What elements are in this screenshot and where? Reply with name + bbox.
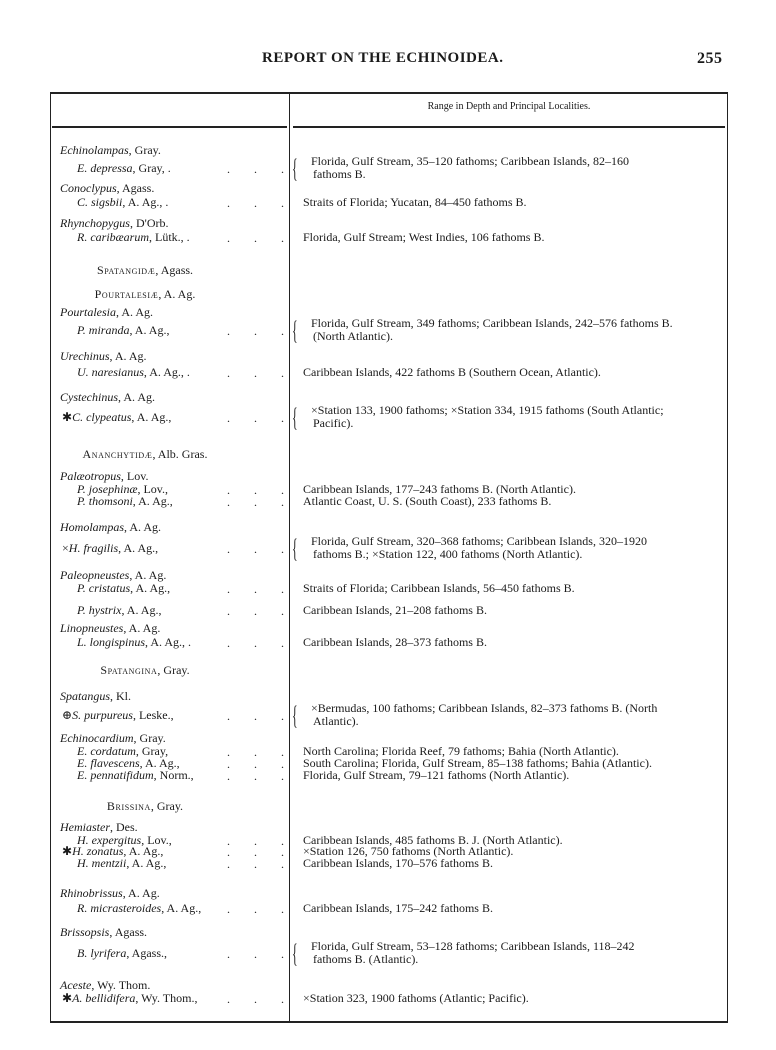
- species-entry: [77, 636, 191, 649]
- dot-leader: [200, 604, 284, 619]
- species-entry: [77, 366, 190, 379]
- brace-icon: {: [292, 534, 298, 563]
- species-entry: [77, 324, 169, 337]
- dot-leader: [200, 857, 284, 872]
- genus-author: , A. Ag.: [124, 520, 162, 534]
- species-author: , Leske.,: [132, 708, 174, 722]
- range-line: North Carolina; Florida Reef, 79 fathoms; Bahia (North Atlantic).: [303, 744, 619, 758]
- family-entry: [0, 448, 290, 461]
- dot-leader: [200, 582, 284, 597]
- range-text: [301, 702, 657, 728]
- range-text: [301, 940, 635, 966]
- dot-leader: [200, 769, 284, 784]
- range-line: fathoms B.: [313, 167, 366, 181]
- genus-author: , Des.: [110, 820, 138, 834]
- species-author: , Wy. Thom.,: [135, 991, 198, 1005]
- species-author: , A. Ag.,: [161, 901, 202, 915]
- species-entry: [77, 196, 168, 209]
- genus-name: Echinocardium: [60, 731, 134, 745]
- genus-name: Homolampas: [60, 520, 125, 534]
- species-entry: [77, 582, 170, 595]
- range-line: ×Bermudas, 100 fathoms; Caribbean Islands, 82–373 fathoms B. (North: [311, 701, 658, 715]
- range-text: [303, 769, 569, 782]
- brace-icon: {: [292, 939, 298, 968]
- genus-entry: [60, 887, 160, 900]
- range-line: Caribbean Islands, 177–243 fathoms B. (North Atlantic).: [303, 482, 576, 496]
- genus-entry: [60, 350, 147, 363]
- species-author: , A. Ag.,: [132, 494, 173, 508]
- species-name: P. miranda: [77, 323, 130, 337]
- dot-leader: [200, 992, 284, 1007]
- range-text: [303, 366, 601, 379]
- range-line: ×Station 126, 750 fathoms (North Atlantic).: [303, 844, 514, 858]
- genus-author: , Agass.: [109, 925, 148, 939]
- genus-entry: [60, 217, 168, 230]
- genus-name: Aceste: [60, 978, 92, 992]
- genus-name: Paleopneustes: [60, 568, 130, 582]
- range-text: [303, 582, 575, 595]
- dot-leader: [200, 542, 284, 557]
- family-name: Spatangina: [100, 663, 158, 677]
- range-text: [301, 535, 647, 561]
- range-line: Florida, Gulf Stream, 35–120 fathoms; Caribbean Islands, 82–160: [311, 154, 629, 168]
- family-name: Brissina: [106, 799, 151, 813]
- genus-author: , Wy. Thom.: [91, 978, 151, 992]
- dot-leader: [200, 636, 284, 651]
- range-line: Caribbean Islands, 28–373 fathoms B.: [303, 635, 487, 649]
- range-line: ×Station 323, 1900 fathoms (Atlantic; Pacific).: [303, 991, 529, 1005]
- range-text: [301, 317, 673, 343]
- range-line: Florida, Gulf Stream, 349 fathoms; Caribbean Islands, 242–576 fathoms B.: [311, 316, 673, 330]
- species-author: , A. Ag., .: [143, 365, 190, 379]
- family-entry: [0, 800, 290, 813]
- brace-icon: {: [292, 154, 298, 183]
- species-author: , A. Ag.,: [121, 603, 162, 617]
- dot-leader: [200, 411, 284, 426]
- species-entry: [77, 769, 194, 782]
- genus-author: , A. Ag.: [109, 349, 147, 363]
- species-name: E. pennatifidum: [77, 768, 154, 782]
- column-header-range: Range in Depth and Principal Localities.: [427, 101, 591, 112]
- species-author: , Lütk., .: [149, 230, 190, 244]
- genus-author: , A. Ag.: [129, 568, 167, 582]
- species-name: A. bellidifera: [72, 991, 136, 1005]
- species-name: P. cristatus: [77, 581, 131, 595]
- species-author: , A. Ag., .: [145, 635, 192, 649]
- range-line: Florida, Gulf Stream, 79–121 fathoms (North Atlantic).: [303, 768, 570, 782]
- genus-author: , Gray.: [133, 731, 166, 745]
- family-author: , A. Ag.: [158, 287, 196, 301]
- range-line: ×Station 133, 1900 fathoms; ×Station 334, 1915 fathoms (South Atlantic;: [311, 403, 664, 417]
- genus-author: , Kl.: [110, 689, 132, 703]
- range-text: [303, 902, 493, 915]
- genus-author: , Lov.: [120, 469, 149, 483]
- dot-leader: [200, 231, 284, 246]
- species-entry: [77, 857, 166, 870]
- column-divider: [289, 92, 290, 1021]
- genus-entry: [60, 144, 161, 157]
- species-author: , A. Ag.,: [118, 541, 159, 555]
- species-author: , A. Ag.,: [139, 756, 180, 770]
- species-author: , A. Ag.,: [130, 581, 171, 595]
- dot-leader: [200, 495, 284, 510]
- dot-leader: [200, 324, 284, 339]
- page-number: 255: [697, 50, 723, 67]
- species-name: R. caribæarum: [77, 230, 149, 244]
- species-entry: [77, 231, 190, 244]
- family-name: Spatangidæ: [96, 263, 156, 277]
- range-line: Caribbean Islands, 485 fathoms B. J. (North Atlantic).: [303, 833, 563, 847]
- dot-leader: [200, 902, 284, 917]
- range-text: [301, 404, 664, 430]
- genus-name: Hemiaster: [60, 820, 110, 834]
- species-name: C. clypeatus: [72, 410, 132, 424]
- species-author: , A. Ag., .: [122, 195, 169, 209]
- brace-icon: {: [292, 316, 298, 345]
- header-rule-right: [293, 126, 725, 128]
- genus-name: Conoclypus: [60, 181, 117, 195]
- dot-leader: [200, 366, 284, 381]
- species-name: H. zonatus: [72, 844, 124, 858]
- species-name: U. naresianus: [77, 365, 144, 379]
- family-author: , Agass.: [155, 263, 194, 277]
- species-author: , A. Ag.,: [123, 844, 164, 858]
- range-text: [303, 196, 527, 209]
- range-line: Atlantic).: [313, 714, 359, 728]
- species-entry: [62, 709, 174, 722]
- species-name: E. flavescens: [77, 756, 140, 770]
- species-name: E. cordatum: [77, 744, 136, 758]
- header-rule-left: [52, 126, 287, 128]
- family-entry: [0, 288, 290, 301]
- range-line: Atlantic Coast, U. S. (South Coast), 233 fathoms B.: [303, 494, 552, 508]
- range-line: (North Atlantic).: [313, 329, 393, 343]
- genus-name: Urechinus: [60, 349, 110, 363]
- range-text: [303, 857, 493, 870]
- range-line: Florida, Gulf Stream, 320–368 fathoms; Caribbean Islands, 320–1920: [311, 534, 647, 548]
- genus-entry: [60, 622, 160, 635]
- species-name: H. expergitus: [77, 833, 142, 847]
- species-mark: ✱: [62, 991, 73, 1005]
- range-line: Caribbean Islands, 422 fathoms B (Southern Ocean, Atlantic).: [303, 365, 601, 379]
- species-name: H. mentzii: [77, 856, 127, 870]
- range-text: [303, 495, 551, 508]
- genus-entry: [60, 690, 131, 703]
- range-text: [303, 604, 487, 617]
- range-text: [301, 155, 629, 181]
- species-name: P. josephinæ: [77, 482, 138, 496]
- species-name: P. hystrix: [77, 603, 122, 617]
- species-author: , A. Ag.,: [131, 410, 172, 424]
- genus-entry: [60, 182, 154, 195]
- species-entry: [77, 947, 167, 960]
- family-name: Ananchytidæ: [82, 447, 153, 461]
- species-mark: ⊕: [62, 708, 73, 722]
- dot-leader: [200, 947, 284, 962]
- range-line: Pacific).: [313, 416, 354, 430]
- species-author: , A. Ag.,: [126, 856, 167, 870]
- family-author: , Alb. Gras.: [152, 447, 208, 461]
- genus-name: Spatangus: [60, 689, 111, 703]
- range-line: Caribbean Islands, 175–242 fathoms B.: [303, 901, 493, 915]
- genus-name: Brissopsis: [60, 925, 110, 939]
- genus-entry: [60, 521, 161, 534]
- species-name: L. longispinus: [77, 635, 146, 649]
- genus-entry: [60, 306, 153, 319]
- genus-author: , A. Ag.: [123, 621, 161, 635]
- species-name: E. depressa: [77, 161, 133, 175]
- family-entry: [0, 664, 290, 677]
- species-entry: [62, 992, 197, 1005]
- species-mark: ×: [62, 541, 69, 555]
- family-author: , Gray.: [157, 663, 190, 677]
- brace-icon: {: [292, 701, 298, 730]
- genus-name: Palæotropus: [60, 469, 121, 483]
- species-name: P. thomsoni: [77, 494, 133, 508]
- genus-name: Echinolampas: [60, 143, 129, 157]
- species-author: , Lov.,: [141, 833, 172, 847]
- range-line: fathoms B.; ×Station 122, 400 fathoms (North Atlantic).: [313, 547, 583, 561]
- species-name: B. lyrifera: [77, 946, 127, 960]
- genus-name: Cystechinus: [60, 390, 118, 404]
- genus-name: Rhinobrissus: [60, 886, 123, 900]
- species-entry: [77, 902, 201, 915]
- species-author: , Lov.,: [137, 482, 169, 496]
- genus-name: Rhynchopygus: [60, 216, 130, 230]
- genus-author: , A. Ag.: [122, 886, 160, 900]
- range-line: fathoms B. (Atlantic).: [313, 952, 419, 966]
- species-mark: ✱: [62, 410, 73, 424]
- species-name: C. sigsbii: [77, 195, 123, 209]
- range-line: Caribbean Islands, 21–208 fathoms B.: [303, 603, 487, 617]
- species-author: , Norm.,: [153, 768, 194, 782]
- running-title: REPORT ON THE ECHINOIDEA.: [262, 50, 504, 66]
- genus-name: Linopneustes: [60, 621, 124, 635]
- family-author: , Gray.: [150, 799, 184, 813]
- species-entry: [77, 604, 161, 617]
- species-author: , Agass.,: [126, 946, 167, 960]
- dot-leader: [200, 709, 284, 724]
- range-line: Florida, Gulf Stream, 53–128 fathoms; Caribbean Islands, 118–242: [311, 939, 635, 953]
- dot-leader: [200, 196, 284, 211]
- species-author: , A. Ag.,: [129, 323, 170, 337]
- genus-entry: [60, 926, 147, 939]
- genus-author: , Gray.: [128, 143, 161, 157]
- family-name: Pourtalesiæ: [94, 287, 159, 301]
- species-entry: [62, 542, 158, 555]
- range-line: Straits of Florida; Caribbean Islands, 56–450 fathoms B.: [303, 581, 575, 595]
- species-author: , Gray,: [135, 744, 169, 758]
- brace-icon: {: [292, 403, 298, 432]
- range-line: South Carolina; Florida, Gulf Stream, 85–138 fathoms; Bahia (Atlantic).: [303, 756, 652, 770]
- genus-author: , Agass.: [116, 181, 155, 195]
- genus-entry: [60, 391, 155, 404]
- genus-name: Pourtalesia: [60, 305, 116, 319]
- species-entry: [62, 411, 171, 424]
- genus-author: , D'Orb.: [129, 216, 169, 230]
- genus-author: , A. Ag.: [116, 305, 154, 319]
- species-name: R. micrasteroides: [77, 901, 162, 915]
- genus-author: , A. Ag.: [118, 390, 156, 404]
- species-author: , Gray, .: [132, 161, 171, 175]
- species-name: H. fragilis: [68, 541, 119, 555]
- family-entry: [0, 264, 290, 277]
- species-name: S. purpureus: [72, 708, 133, 722]
- species-entry: [77, 495, 173, 508]
- range-text: [303, 636, 487, 649]
- species-entry: [77, 162, 171, 175]
- range-text: [303, 231, 544, 244]
- dot-leader: [200, 162, 284, 177]
- species-mark: ✱: [62, 844, 73, 858]
- range-line: Florida, Gulf Stream; West Indies, 106 fathoms B.: [303, 230, 545, 244]
- range-text: [303, 992, 529, 1005]
- range-line: Caribbean Islands, 170–576 fathoms B.: [303, 856, 493, 870]
- range-line: Straits of Florida; Yucatan, 84–450 fathoms B.: [303, 195, 527, 209]
